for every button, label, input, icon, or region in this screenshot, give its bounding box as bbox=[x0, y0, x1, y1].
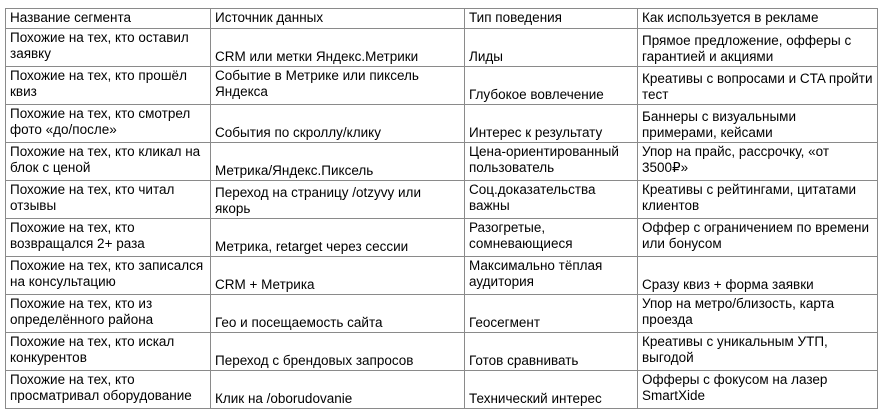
cell-source: События по скроллу/клику bbox=[211, 105, 465, 143]
header-segment-name: Название сегмента bbox=[6, 9, 211, 29]
table-row bbox=[6, 181, 878, 219]
cell-usage: Креативы с вопросами и CTA пройти тест bbox=[638, 67, 878, 105]
cell-source: CRM + Метрика bbox=[211, 257, 465, 295]
cell-segment: Похожие на тех, кто искал конкурентов bbox=[6, 333, 211, 371]
cell-behavior: Глубокое вовлечение bbox=[465, 67, 638, 105]
cell-usage: Офферы с фокусом на лазер SmartXide bbox=[638, 371, 878, 409]
cell-behavior: Максимально тёплая аудитория bbox=[465, 257, 638, 295]
cell-behavior: Геосегмент bbox=[465, 295, 638, 333]
table-row bbox=[6, 333, 878, 371]
table-row bbox=[6, 257, 878, 295]
header-data-source: Источник данных bbox=[211, 9, 465, 29]
table-row bbox=[6, 143, 878, 181]
cell-source: Метрика/Яндекс.Пиксель bbox=[211, 143, 465, 181]
cell-behavior: Разогретые, сомневающиеся bbox=[465, 219, 638, 257]
cell-segment: Похожие на тех, кто записался на консультацию bbox=[6, 257, 211, 295]
cell-behavior: Цена-ориентированный пользователь bbox=[465, 143, 638, 181]
cell-behavior: Технический интерес bbox=[465, 371, 638, 409]
cell-behavior: Готов сравнивать bbox=[465, 333, 638, 371]
cell-behavior: Интерес к результату bbox=[465, 105, 638, 143]
cell-behavior: Лиды bbox=[465, 29, 638, 67]
cell-source: Клик на /oborudovanie bbox=[211, 371, 465, 409]
cell-usage: Креативы с рейтингами, цитатами клиентов bbox=[638, 181, 878, 219]
cell-source: Переход с брендовых запросов bbox=[211, 333, 465, 371]
cell-usage: Сразу квиз + форма заявки bbox=[638, 257, 878, 295]
cell-usage: Креативы с уникальным УТП, выгодой bbox=[638, 333, 878, 371]
table-row bbox=[6, 67, 878, 105]
cell-segment: Похожие на тех, кто читал отзывы bbox=[6, 181, 211, 219]
cell-usage: Баннеры с визуальными примерами, кейсами bbox=[638, 105, 878, 143]
table-row bbox=[6, 219, 878, 257]
table-row bbox=[6, 371, 878, 409]
table-row bbox=[6, 29, 878, 67]
cell-usage: Упор на прайс, рассрочку, «от 3500₽» bbox=[638, 143, 878, 181]
cell-segment: Похожие на тех, кто кликал на блок с ценой bbox=[6, 143, 211, 181]
header-ad-usage: Как используется в рекламе bbox=[638, 9, 878, 29]
cell-source: Событие в Метрике или пиксель Яндекса bbox=[211, 67, 465, 105]
cell-usage: Оффер с ограничением по времени или бонусом bbox=[638, 219, 878, 257]
cell-source: Гео и посещаемость сайта bbox=[211, 295, 465, 333]
table-row bbox=[6, 295, 878, 333]
segments-table bbox=[5, 8, 878, 409]
cell-segment: Похожие на тех, кто из определённого района bbox=[6, 295, 211, 333]
cell-segment: Похожие на тех, кто прошёл квиз bbox=[6, 67, 211, 105]
cell-usage: Прямое предложение, офферы с гарантией и акциями bbox=[638, 29, 878, 67]
cell-behavior: Соц.доказательства важны bbox=[465, 181, 638, 219]
cell-source: Переход на страницу /otzyvy или якорь bbox=[211, 181, 465, 219]
table-row bbox=[6, 105, 878, 143]
cell-usage: Упор на метро/близость, карта проезда bbox=[638, 295, 878, 333]
cell-source: Метрика, retarget через сессии bbox=[211, 219, 465, 257]
header-behavior-type: Тип поведения bbox=[465, 9, 638, 29]
cell-segment: Похожие на тех, кто просматривал оборудование bbox=[6, 371, 211, 409]
cell-source: CRM или метки Яндекс.Метрики bbox=[211, 29, 465, 67]
table-header-row bbox=[6, 9, 878, 29]
segments-table-container bbox=[5, 8, 878, 409]
cell-segment: Похожие на тех, кто смотрел фото «до/после» bbox=[6, 105, 211, 143]
cell-segment: Похожие на тех, кто возвращался 2+ раза bbox=[6, 219, 211, 257]
cell-segment: Похожие на тех, кто оставил заявку bbox=[6, 29, 211, 67]
